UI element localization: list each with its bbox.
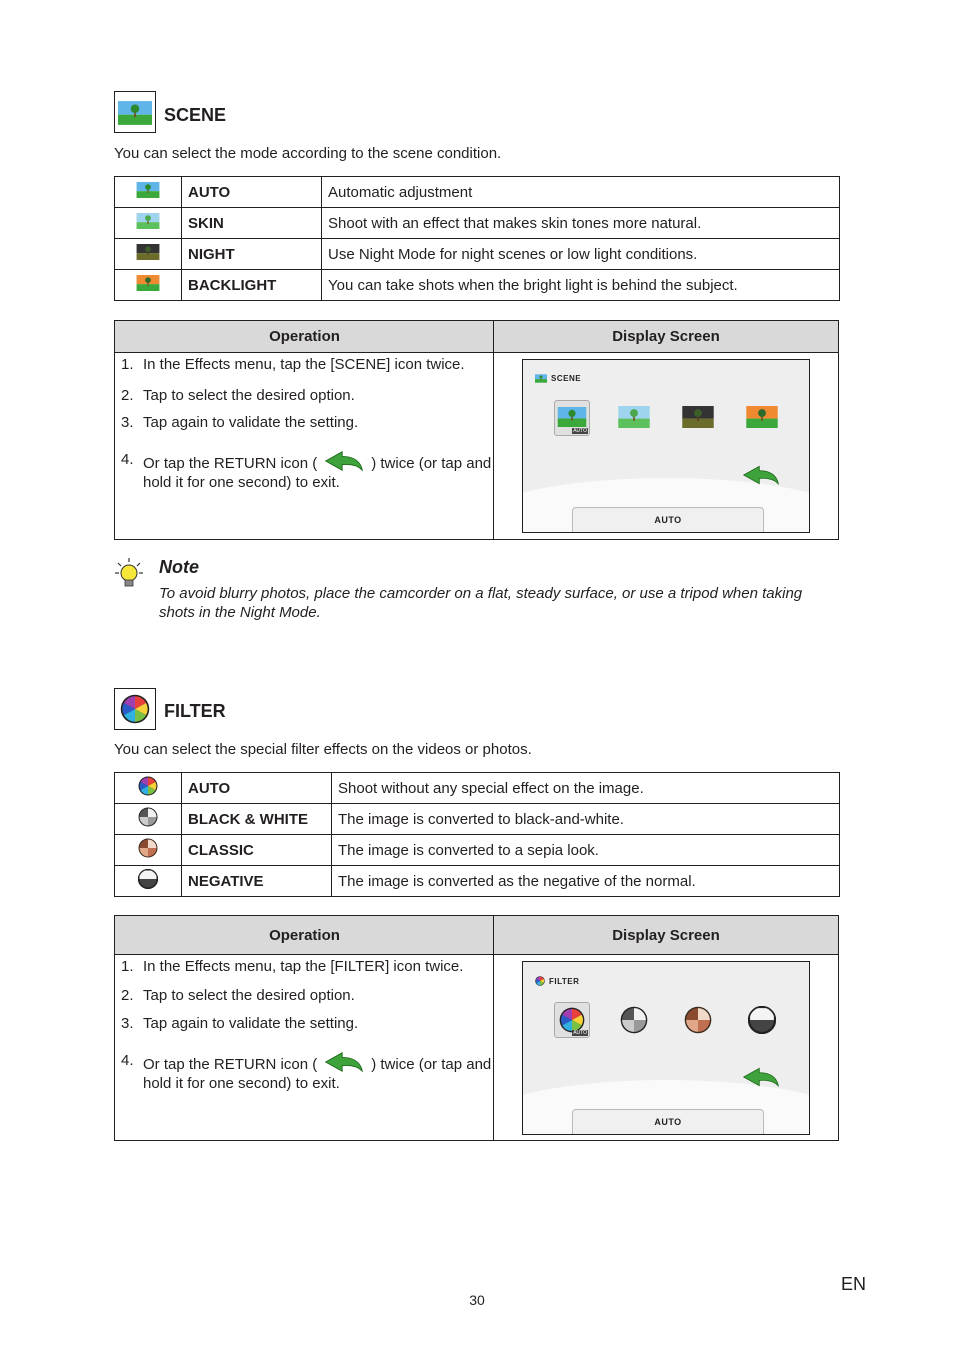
filter-classic-icon: [115, 835, 182, 866]
filter-section-icon: [114, 688, 156, 730]
table-row: CLASSIC The image is converted to a sepia look.: [115, 835, 840, 866]
filter-current-value: AUTO: [572, 1109, 764, 1134]
note-text: To avoid blurry photos, place the camcorder on a flat, steady surface, or use a tripod when taking shots in the Night Mode.: [159, 585, 803, 621]
table-row: BLACK & WHITE The image is converted to black-and-white.: [115, 804, 840, 835]
scene-backlight-icon: [115, 270, 182, 301]
filter-bw-icon: [115, 804, 182, 835]
scene-intro: You can select the mode according to the scene condition.: [114, 145, 502, 162]
filter-options-table: [114, 772, 840, 897]
scene-night-option[interactable]: [682, 406, 714, 428]
scene-auto-icon: [115, 177, 182, 208]
filter-classic-option[interactable]: [684, 1006, 712, 1034]
return-icon: [323, 1051, 365, 1073]
return-icon[interactable]: [742, 464, 780, 486]
lightbulb-icon: [113, 556, 147, 590]
scene-title: SCENE: [164, 105, 227, 125]
scene-skin-icon: [115, 208, 182, 239]
scene-operation-table: Operation Display Screen 1. In the Effects menu, tap the [SCENE] icon twice. 2. Tap to select the desired option. 3. Tap again to validate the setting. 4. Or tap the RETURN icon ( ) twice (or tap and hold it for one second) to exit. SCENE AUTO AUTO: [114, 320, 839, 540]
table-row: NEGATIVE The image is converted as the negative of the normal.: [115, 866, 840, 897]
scene-backlight-option[interactable]: [746, 406, 778, 428]
table-row: AUTO Shoot without any special effect on the image.: [115, 773, 840, 804]
table-row: AUTO Automatic adjustment: [115, 177, 840, 208]
filter-display-screen: FILTER AUTO AUTO: [522, 961, 810, 1135]
table-row: SKIN Shoot with an effect that makes skin tones more natural.: [115, 208, 840, 239]
note-title: Note: [159, 557, 199, 577]
filter-negative-icon: [115, 866, 182, 897]
filter-operation-table: Operation Display Screen 1. In the Effects menu, tap the [FILTER] icon twice. 2. Tap to select the desired option. 3. Tap again to validate the setting. 4. Or tap the RETURN icon ( ) twice (or tap and hold it for one second) to exit. FILTER AUTO AUTO: [114, 915, 839, 1141]
scene-section-icon: [114, 91, 156, 133]
operation-header: Operation: [115, 321, 494, 353]
scene-auto-option[interactable]: AUTO: [554, 400, 590, 436]
scene-display-screen: SCENE AUTO AUTO: [522, 359, 810, 533]
filter-auto-option[interactable]: AUTO: [554, 1002, 590, 1038]
scene-options-table: [114, 176, 840, 301]
page-number: 30: [469, 1292, 485, 1308]
scene-night-icon: [115, 239, 182, 270]
return-icon: [323, 450, 365, 472]
table-row: BACKLIGHT You can take shots when the bright light is behind the subject.: [115, 270, 840, 301]
language-label: EN: [841, 1274, 867, 1294]
display-screen-header: Display Screen: [494, 916, 838, 955]
scene-current-value: AUTO: [572, 507, 764, 532]
filter-bw-option[interactable]: [620, 1006, 648, 1034]
filter-intro: You can select the special filter effects on the videos or photos.: [114, 741, 532, 758]
filter-title: FILTER: [164, 701, 226, 721]
return-icon[interactable]: [742, 1066, 780, 1088]
display-screen-header: Display Screen: [494, 321, 838, 353]
table-row: NIGHT Use Night Mode for night scenes or low light conditions.: [115, 239, 840, 270]
filter-negative-option[interactable]: [748, 1006, 776, 1034]
filter-auto-icon: [115, 773, 182, 804]
scene-skin-option[interactable]: [618, 406, 650, 428]
operation-header: Operation: [115, 916, 494, 955]
